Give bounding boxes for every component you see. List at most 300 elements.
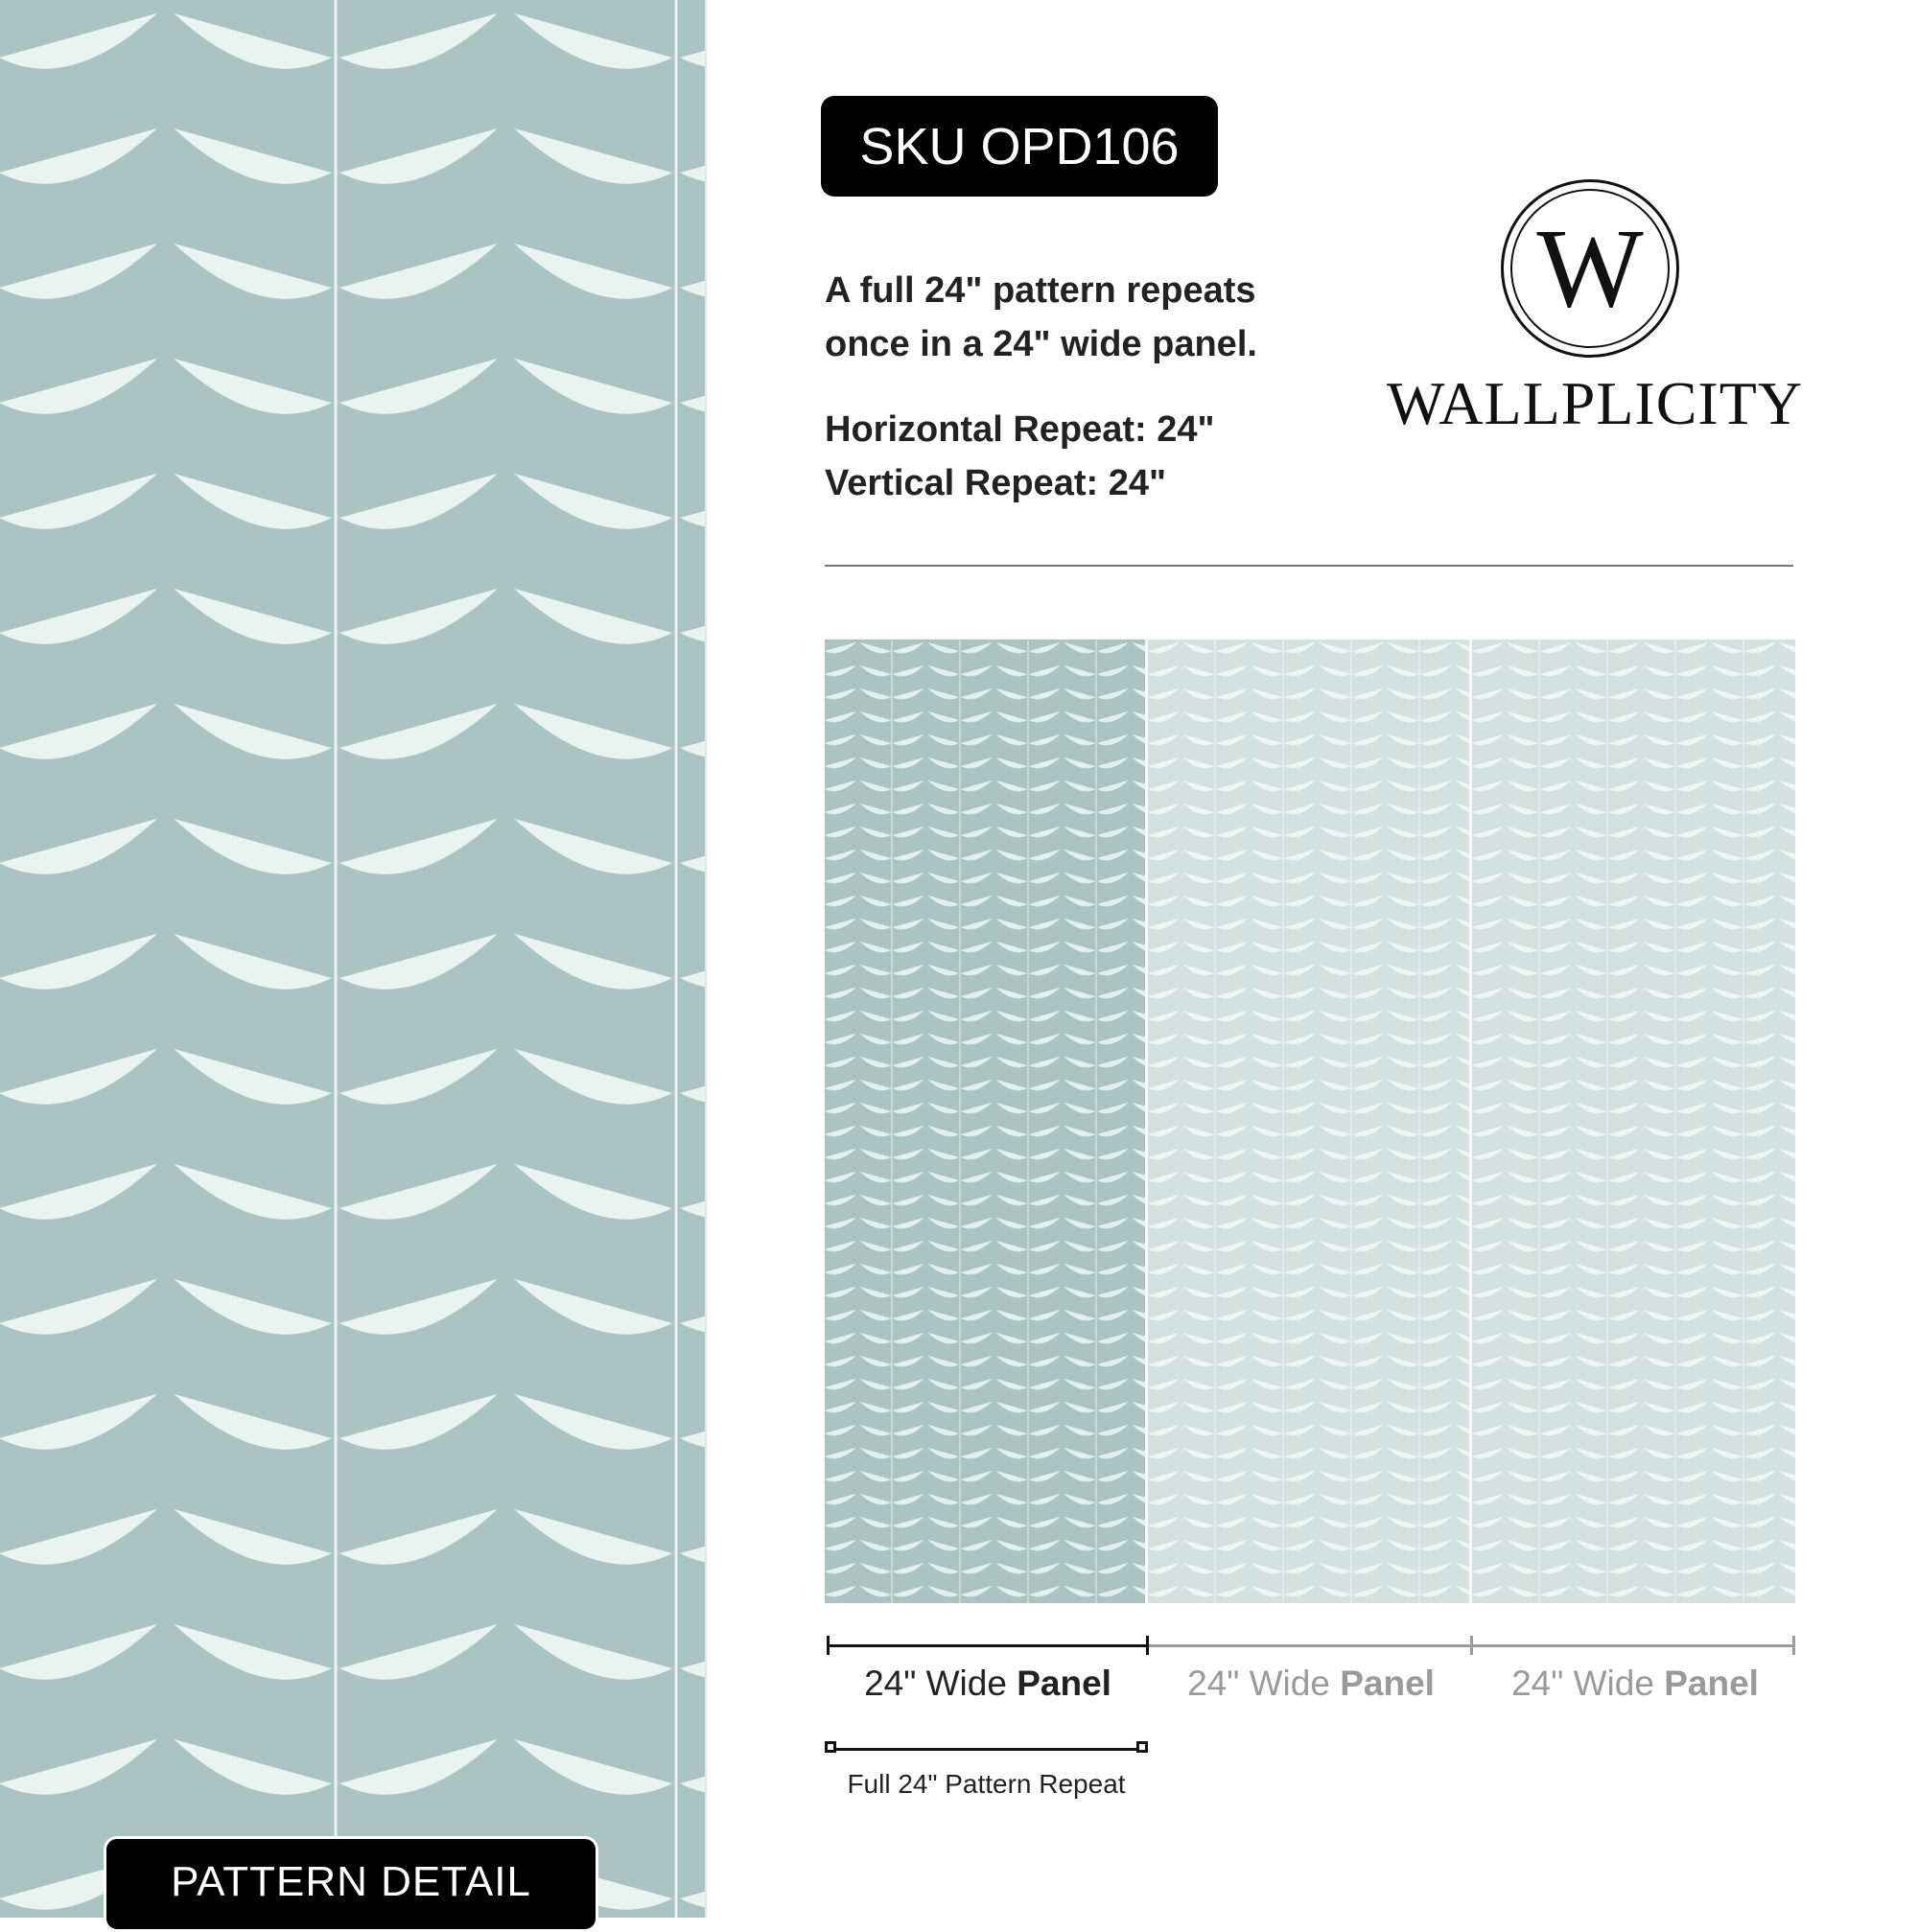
leaf-shape: [1744, 1333, 1776, 1344]
leaf-shape: [1132, 1563, 1145, 1574]
leaf-shape: [1182, 711, 1214, 723]
leaf-shape: [1540, 1149, 1572, 1160]
leaf-shape: [1575, 1195, 1606, 1206]
leaf-shape: [1455, 711, 1469, 723]
leaf-shape: [1148, 1103, 1180, 1114]
leaf-shape: [995, 1126, 1027, 1137]
leaf-shape: [1064, 1218, 1095, 1229]
leaf-shape: [1643, 1149, 1674, 1160]
leaf-shape: [1029, 1333, 1061, 1344]
leaf-shape: [1064, 803, 1095, 815]
leaf-shape: [1420, 1494, 1452, 1505]
leaf-shape: [1097, 803, 1129, 815]
leaf-shape: [1387, 1310, 1418, 1321]
leaf-shape: [1507, 1517, 1538, 1528]
leaf-shape: [1319, 1080, 1350, 1091]
leaf-shape: [1029, 1448, 1061, 1459]
leaf-shape: [1352, 1126, 1384, 1137]
leaf-shape: [1472, 1425, 1504, 1436]
leaf-shape: [1132, 1103, 1145, 1114]
leaf-shape: [995, 1057, 1027, 1068]
leaf-shape: [1064, 1563, 1095, 1574]
leaf-shape: [961, 988, 993, 999]
leaf-shape: [961, 1471, 993, 1482]
leaf-shape: [1319, 1287, 1350, 1298]
leaf-shape: [1352, 642, 1384, 654]
brand-monogram: W: [1510, 189, 1670, 348]
leaf-shape: [1029, 873, 1061, 884]
leaf-shape: [0, 244, 157, 299]
leaf-shape: [1507, 1172, 1538, 1183]
leaf-shape: [1575, 1425, 1606, 1436]
leaf-shape: [825, 1264, 856, 1275]
leaf-shape: [339, 1394, 498, 1450]
leaf-shape: [0, 1164, 157, 1220]
leaf-shape: [927, 642, 959, 654]
sku-badge: [821, 96, 1218, 197]
leaf-shape: [680, 1624, 705, 1680]
leaf-shape: [961, 965, 993, 976]
leaf-shape: [1182, 1540, 1214, 1551]
leaf-shape: [1132, 1011, 1145, 1022]
leaf-shape: [1148, 1057, 1180, 1068]
leaf-shape: [1643, 665, 1674, 677]
leaf-shape: [1352, 1448, 1384, 1459]
leaf-shape: [1420, 1540, 1452, 1551]
leaf-shape: [1132, 1287, 1145, 1298]
leaf-shape: [1387, 942, 1418, 953]
leaf-shape: [1779, 896, 1795, 907]
leaf-shape: [1387, 1264, 1418, 1275]
leaf-shape: [1216, 1126, 1248, 1137]
leaf-shape: [1182, 896, 1214, 907]
leaf-shape: [1420, 1011, 1452, 1022]
leaf-shape: [1643, 1563, 1674, 1574]
leaf-shape: [825, 850, 856, 861]
leaf-shape: [1182, 1471, 1214, 1482]
leaf-shape: [1387, 1080, 1418, 1091]
leaf-shape: [1711, 734, 1743, 746]
leaf-shape: [927, 1586, 959, 1597]
leaf-shape: [1643, 1540, 1674, 1551]
leaf-shape: [1216, 1310, 1248, 1321]
leaf-shape: [1608, 1356, 1640, 1367]
leaf-shape: [1744, 873, 1776, 884]
leaf-shape: [1132, 850, 1145, 861]
leaf-shape: [1284, 1287, 1316, 1298]
leaf-shape: [1352, 919, 1384, 930]
leaf-shape: [1779, 1425, 1795, 1436]
leaf-shape: [1148, 1034, 1180, 1045]
leaf-shape: [893, 757, 924, 769]
leaf-shape: [1744, 942, 1776, 953]
leaf-shape: [1182, 1356, 1214, 1367]
leaf-shape: [1676, 1149, 1708, 1160]
leaf-shape: [961, 850, 993, 861]
leaf-shape: [0, 1279, 157, 1335]
leaf-shape: [1507, 873, 1538, 884]
leaf-shape: [1132, 1149, 1145, 1160]
leaf-shape: [893, 850, 924, 861]
leaf-shape: [680, 1164, 705, 1220]
leaf-shape: [927, 1356, 959, 1367]
leaf-shape: [927, 1379, 959, 1390]
leaf-shape: [1608, 1172, 1640, 1183]
leaf-shape: [1064, 1264, 1095, 1275]
leaf-shape: [825, 942, 856, 953]
leaf-shape: [1251, 1080, 1282, 1091]
leaf-shape: [1455, 1195, 1469, 1206]
leaf-shape: [1779, 826, 1795, 838]
leaf-shape: [927, 1448, 959, 1459]
leaf-shape: [1064, 1448, 1095, 1459]
leaf-shape: [1540, 1540, 1572, 1551]
leaf-shape: [893, 1195, 924, 1206]
leaf-shape: [1711, 1218, 1743, 1229]
leaf-shape: [0, 1739, 157, 1795]
leaf-shape: [1182, 1218, 1214, 1229]
leaf-shape: [927, 1471, 959, 1482]
leaf-shape: [1251, 734, 1282, 746]
leaf-shape: [1148, 1241, 1180, 1252]
leaf-shape: [1643, 1448, 1674, 1459]
leaf-shape: [893, 1356, 924, 1367]
leaf-shape: [825, 1425, 856, 1436]
brand-logo-icon: [1501, 179, 1679, 358]
leaf-shape: [1251, 780, 1282, 792]
leaf-shape: [1540, 1494, 1572, 1505]
leaf-shape: [174, 589, 332, 644]
leaf-shape: [174, 244, 332, 299]
leaf-shape: [1251, 1057, 1282, 1068]
leaf-shape: [1251, 826, 1282, 838]
leaf-shape: [1779, 850, 1795, 861]
leaf-shape: [1352, 1310, 1384, 1321]
leaf-shape: [927, 665, 959, 677]
leaf-shape: [1575, 1310, 1606, 1321]
leaf-shape: [1182, 942, 1214, 953]
leaf-shape: [1744, 1448, 1776, 1459]
leaf-shape: [1284, 1586, 1316, 1597]
leaf-shape: [961, 1494, 993, 1505]
leaf-shape: [859, 1471, 891, 1482]
leaf-shape: [1251, 642, 1282, 654]
leaf-shape: [1097, 850, 1129, 861]
leaf-shape: [0, 474, 157, 529]
leaf-shape: [995, 1540, 1027, 1551]
leaf-shape: [995, 1517, 1027, 1528]
leaf-shape: [1676, 1195, 1708, 1206]
leaf-shape: [1132, 1218, 1145, 1229]
leaf-shape: [1507, 780, 1538, 792]
leaf-shape: [1319, 803, 1350, 815]
leaf-shape: [825, 1517, 856, 1528]
leaf-shape: [1319, 873, 1350, 884]
leaf-shape: [1540, 1333, 1572, 1344]
leaf-shape: [1148, 1080, 1180, 1091]
leaf-shape: [1148, 1126, 1180, 1137]
leaf-shape: [1711, 826, 1743, 838]
leaf-shape: [1148, 942, 1180, 953]
leaf-shape: [1507, 1356, 1538, 1367]
leaf-shape: [174, 1509, 332, 1565]
leaf-shape: [859, 1517, 891, 1528]
leaf-shape: [1284, 965, 1316, 976]
leaf-shape: [1676, 988, 1708, 999]
panel-label-prefix: 24" Wide: [864, 1664, 1017, 1703]
panel-pattern: [1148, 640, 1469, 1603]
leaf-shape: [1575, 1540, 1606, 1551]
leaf-shape: [961, 711, 993, 723]
leaf-shape: [1029, 734, 1061, 746]
leaf-shape: [859, 1356, 891, 1367]
leaf-shape: [1132, 711, 1145, 723]
leaf-shape: [1779, 988, 1795, 999]
leaf-shape: [1744, 1471, 1776, 1482]
leaf-shape: [1643, 757, 1674, 769]
leaf-shape: [1711, 757, 1743, 769]
leaf-shape: [1064, 1149, 1095, 1160]
leaf-shape: [1182, 965, 1214, 976]
leaf-shape: [893, 1057, 924, 1068]
leaf-shape: [1472, 1540, 1504, 1551]
leaf-shape: [961, 1448, 993, 1459]
leaf-shape: [0, 1509, 157, 1565]
leaf-shape: [1744, 1103, 1776, 1114]
leaf-shape: [1643, 1471, 1674, 1482]
leaf-shape: [1643, 1195, 1674, 1206]
leaf-shape: [1097, 896, 1129, 907]
panel-label-bold: Panel: [1664, 1664, 1759, 1703]
leaf-shape: [1097, 1011, 1129, 1022]
leaf-shape: [1744, 1057, 1776, 1068]
leaf-shape: [1608, 734, 1640, 746]
leaf-shape: [1420, 1425, 1452, 1436]
leaf-shape: [1744, 711, 1776, 723]
leaf-shape: [1284, 896, 1316, 907]
leaf-shape: [1352, 1034, 1384, 1045]
leaf-shape: [893, 1402, 924, 1413]
pattern-detail-badge: [104, 1836, 598, 1932]
leaf-shape: [1216, 1402, 1248, 1413]
leaf-shape: [1251, 896, 1282, 907]
leaf-shape: [893, 711, 924, 723]
leaf-shape: [1029, 1218, 1061, 1229]
leaf-shape: [0, 589, 157, 644]
leaf-shape: [1575, 1448, 1606, 1459]
leaf-shape: [961, 642, 993, 654]
leaf-shape: [859, 873, 891, 884]
leaf-shape: [859, 1195, 891, 1206]
leaf-shape: [1148, 1379, 1180, 1390]
leaf-shape: [174, 1279, 332, 1335]
leaf-shape: [1420, 1471, 1452, 1482]
leaf-shape: [1608, 1218, 1640, 1229]
leaf-shape: [1608, 1586, 1640, 1597]
leaf-shape: [859, 965, 891, 976]
leaf-shape: [1182, 1517, 1214, 1528]
leaf-shape: [1029, 1425, 1061, 1436]
leaf-shape: [1507, 1425, 1538, 1436]
leaf-shape: [1148, 1195, 1180, 1206]
leaf-shape: [1608, 1057, 1640, 1068]
leaf-shape: [1540, 1264, 1572, 1275]
leaf-shape: [1387, 850, 1418, 861]
leaf-shape: [1029, 642, 1061, 654]
leaf-shape: [1029, 1103, 1061, 1114]
leaf-shape: [1352, 988, 1384, 999]
leaf-shape: [927, 1494, 959, 1505]
leaf-shape: [1472, 942, 1504, 953]
leaf-shape: [1779, 1402, 1795, 1413]
leaf-shape: [1387, 1356, 1418, 1367]
leaf-shape: [1507, 1287, 1538, 1298]
leaf-shape: [680, 1394, 705, 1450]
leaf-shape: [1575, 826, 1606, 838]
leaf-shape: [1319, 1057, 1350, 1068]
leaf-shape: [1319, 1149, 1350, 1160]
leaf-shape: [514, 128, 672, 184]
leaf-shape: [1472, 1471, 1504, 1482]
leaf-shape: [1540, 642, 1572, 654]
leaf-shape: [1182, 1379, 1214, 1390]
leaf-shape: [680, 128, 705, 184]
leaf-shape: [1029, 826, 1061, 838]
leaf-shape: [174, 1164, 332, 1220]
leaf-shape: [825, 734, 856, 746]
leaf-shape: [1455, 688, 1469, 700]
leaf-shape: [1148, 1425, 1180, 1436]
leaf-shape: [339, 128, 498, 184]
leaf-shape: [1472, 1379, 1504, 1390]
leaf-shape: [1779, 1494, 1795, 1505]
leaf-shape: [1643, 734, 1674, 746]
leaf-shape: [1575, 1034, 1606, 1045]
leaf-shape: [1182, 780, 1214, 792]
leaf-shape: [859, 896, 891, 907]
leaf-shape: [1132, 1540, 1145, 1551]
leaf-shape: [1540, 665, 1572, 677]
leaf-shape: [174, 704, 332, 759]
leaf-shape: [1472, 1586, 1504, 1597]
leaf-shape: [339, 1739, 498, 1795]
leaf-shape: [1284, 1103, 1316, 1114]
leaf-shape: [961, 1517, 993, 1528]
leaf-shape: [927, 1264, 959, 1275]
leaf-shape: [1711, 688, 1743, 700]
leaf-shape: [1472, 850, 1504, 861]
section-divider: [825, 565, 1793, 567]
leaf-shape: [1455, 780, 1469, 792]
leaf-shape: [1097, 1517, 1129, 1528]
leaf-shape: [1744, 1195, 1776, 1206]
leaf-shape: [1711, 1425, 1743, 1436]
leaf-shape: [1575, 1563, 1606, 1574]
leaf-shape: [1643, 1356, 1674, 1367]
leaf-shape: [1643, 850, 1674, 861]
leaf-shape: [1472, 1057, 1504, 1068]
leaf-shape: [1711, 1379, 1743, 1390]
leaf-shape: [1575, 665, 1606, 677]
leaf-shape: [1455, 665, 1469, 677]
leaf-shape: [1182, 1402, 1214, 1413]
leaf-shape: [1132, 826, 1145, 838]
leaf-shape: [1575, 1517, 1606, 1528]
leaf-shape: [1455, 965, 1469, 976]
leaf-shape: [1387, 988, 1418, 999]
leaf-shape: [1029, 1264, 1061, 1275]
leaf-shape: [1319, 850, 1350, 861]
leaf-shape: [1182, 850, 1214, 861]
leaf-shape: [1064, 1356, 1095, 1367]
leaf-shape: [1744, 1586, 1776, 1597]
leaf-shape: [1540, 1011, 1572, 1022]
leaf-shape: [1744, 1356, 1776, 1367]
leaf-shape: [1779, 1241, 1795, 1252]
leaf-shape: [1472, 1287, 1504, 1298]
leaf-shape: [1711, 1172, 1743, 1183]
leaf-shape: [1284, 1517, 1316, 1528]
leaf-shape: [1779, 1080, 1795, 1091]
leaf-shape: [1352, 1149, 1384, 1160]
leaf-shape: [174, 1394, 332, 1450]
leaf-shape: [1029, 711, 1061, 723]
leaf-shape: [893, 1287, 924, 1298]
leaf-shape: [1472, 642, 1504, 654]
leaf-shape: [859, 1310, 891, 1321]
leaf-shape: [1779, 803, 1795, 815]
leaf-shape: [1148, 1287, 1180, 1298]
leaf-shape: [1387, 1448, 1418, 1459]
leaf-shape: [1064, 1126, 1095, 1137]
leaf-shape: [1507, 1241, 1538, 1252]
leaf-shape: [1097, 942, 1129, 953]
leaf-shape: [1779, 1126, 1795, 1137]
leaf-shape: [1029, 1517, 1061, 1528]
leaf-shape: [1420, 1402, 1452, 1413]
leaf-shape: [1575, 1103, 1606, 1114]
leaf-shape: [1676, 1356, 1708, 1367]
leaf-shape: [1097, 1218, 1129, 1229]
leaf-shape: [927, 1517, 959, 1528]
leaf-shape: [1216, 896, 1248, 907]
leaf-shape: [1643, 826, 1674, 838]
leaf-shape: [859, 1333, 891, 1344]
leaf-shape: [1284, 757, 1316, 769]
leaf-shape: [1455, 1241, 1469, 1252]
leaf-shape: [961, 1425, 993, 1436]
leaf-shape: [1575, 642, 1606, 654]
leaf-shape: [1575, 988, 1606, 999]
leaf-shape: [893, 642, 924, 654]
panel-faded-1: [1148, 640, 1469, 1603]
leaf-shape: [1744, 757, 1776, 769]
leaf-shape: [893, 1494, 924, 1505]
leaf-shape: [1540, 688, 1572, 700]
leaf-shape: [1064, 873, 1095, 884]
leaf-shape: [1507, 688, 1538, 700]
leaf-shape: [995, 1034, 1027, 1045]
leaf-shape: [1387, 642, 1418, 654]
leaf-shape: [1472, 826, 1504, 838]
leaf-shape: [1455, 1471, 1469, 1482]
description-line-1: A full 24" pattern repeats: [825, 270, 1256, 311]
leaf-shape: [1387, 1057, 1418, 1068]
leaf-shape: [1251, 1241, 1282, 1252]
leaf-shape: [1472, 1126, 1504, 1137]
leaf-shape: [1779, 642, 1795, 654]
leaf-shape: [1455, 734, 1469, 746]
